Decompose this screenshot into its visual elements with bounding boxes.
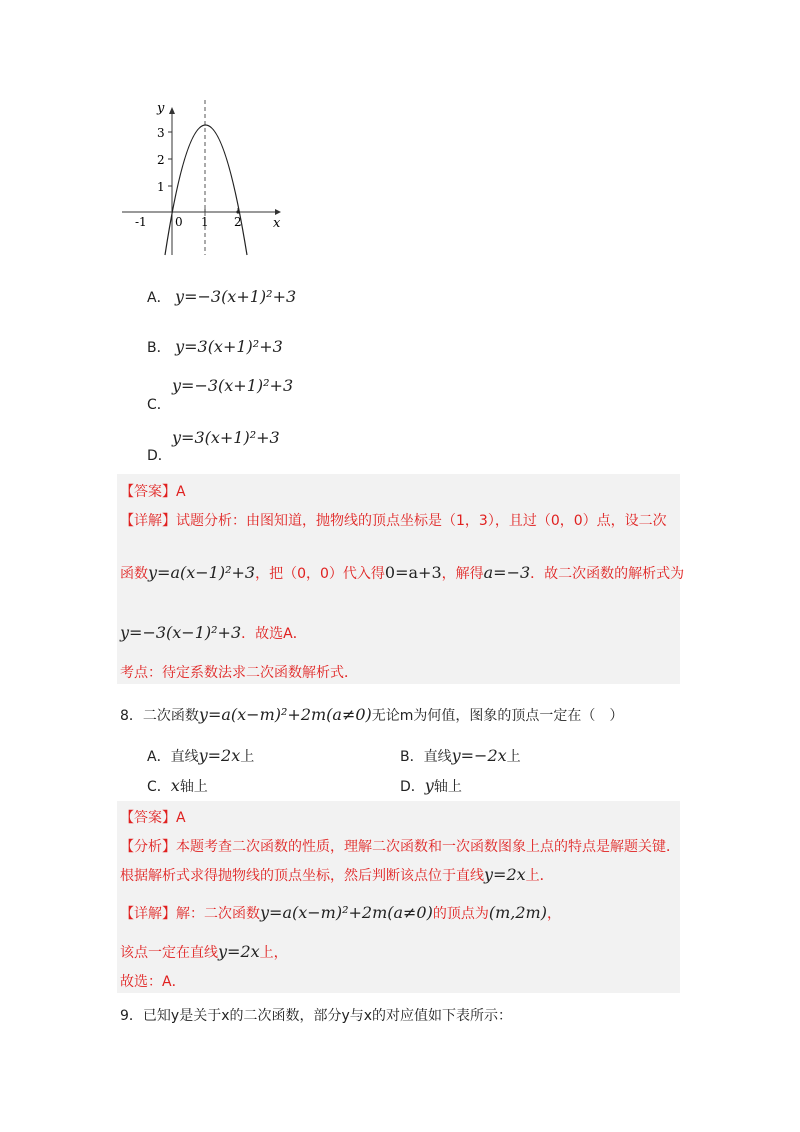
y-tick-2: 2 [157,153,165,167]
q7-option-a: A． y=−3(x+1)²+3 [147,287,297,306]
q8-answer: 【答案】A [120,810,186,826]
q8-option-a: A．直线y=2x上 [147,746,255,765]
q8-stem: 8．二次函数y=a(x−m)²+2m(a≠0)无论m为何值，图象的顶点一定在（ ） [120,705,624,724]
q7-detail-line3: y=−3(x−1)²+3．故选A． [120,623,307,642]
x-tick-neg1: -1 [135,215,147,229]
q7-answer: 【答案】A [120,484,186,500]
q7-option-b-formula: y=3(x+1)²+3 [175,337,283,356]
q7-option-a-formula: y=−3(x+1)²+3 [175,287,297,306]
q7-option-d: D． [147,448,172,464]
y-axis-arrow [169,107,175,114]
x-axis-arrow [275,209,281,215]
q7-answer-value: A [176,484,186,500]
q7-kaodian: 考点：待定系数法求二次函数解析式． [120,665,358,681]
y-tick-3: 3 [157,126,165,140]
q8-analysis-line1: 【分析】本题考查二次函数的性质，理解二次函数和一次函数图象上点的特点是解题关键． [120,839,680,855]
q8-detail-line1: 【详解】解：二次函数y=a(x−m)²+2m(a≠0)的顶点为(m,2m)， [120,903,561,922]
q8-option-c: C．x轴上 [147,776,208,795]
q7-option-c: C． [147,397,171,413]
q7-option-b: B． y=3(x+1)²+3 [147,337,283,356]
q8-option-d: D．y轴上 [400,776,462,795]
q8-option-b: B．直线y=−2x上 [400,746,521,765]
q8-analysis-line2: 根据解析式求得抛物线的顶点坐标，然后判断该点位于直线y=2x上． [120,865,554,884]
parabola-curve [165,125,247,255]
parabola-graph [115,95,290,265]
q9-stem: 9．已知y是关于x的二次函数，部分y与x的对应值如下表所示： [120,1008,513,1024]
q7-detail-line1: 【详解】试题分析：由图知道，抛物线的顶点坐标是（1，3），且过（0，0）点，设二次 [120,513,667,529]
q7-formula-general: y=a(x−1)²+3 [148,563,256,582]
y-tick-1: 1 [157,180,165,194]
x-tick-1: 1 [201,215,209,229]
x-tick-2: 2 [234,215,242,229]
q8-detail-line2: 该点一定在直线y=2x上， [120,942,288,961]
q7-formula-result: y=−3(x−1)²+3 [120,623,242,642]
x-axis-label: x [273,216,281,231]
q7-detail-line2: 函数y=a(x−1)²+3，把（0，0）代入得0=a+3，解得a=−3．故二次函数的解析式为 [120,563,685,582]
q8-stem-formula: y=a(x−m)²+2m(a≠0) [198,705,372,724]
q8-answer-box [117,801,680,993]
q7-option-c-formula: y=−3(x+1)²+3 [172,376,294,395]
q8-conclusion: 故选：A． [120,974,186,990]
x-tick-0: 0 [175,215,183,229]
y-axis-label: y [157,101,165,116]
q8-answer-value: A [176,810,186,826]
q7-option-d-formula: y=3(x+1)²+3 [172,428,280,447]
